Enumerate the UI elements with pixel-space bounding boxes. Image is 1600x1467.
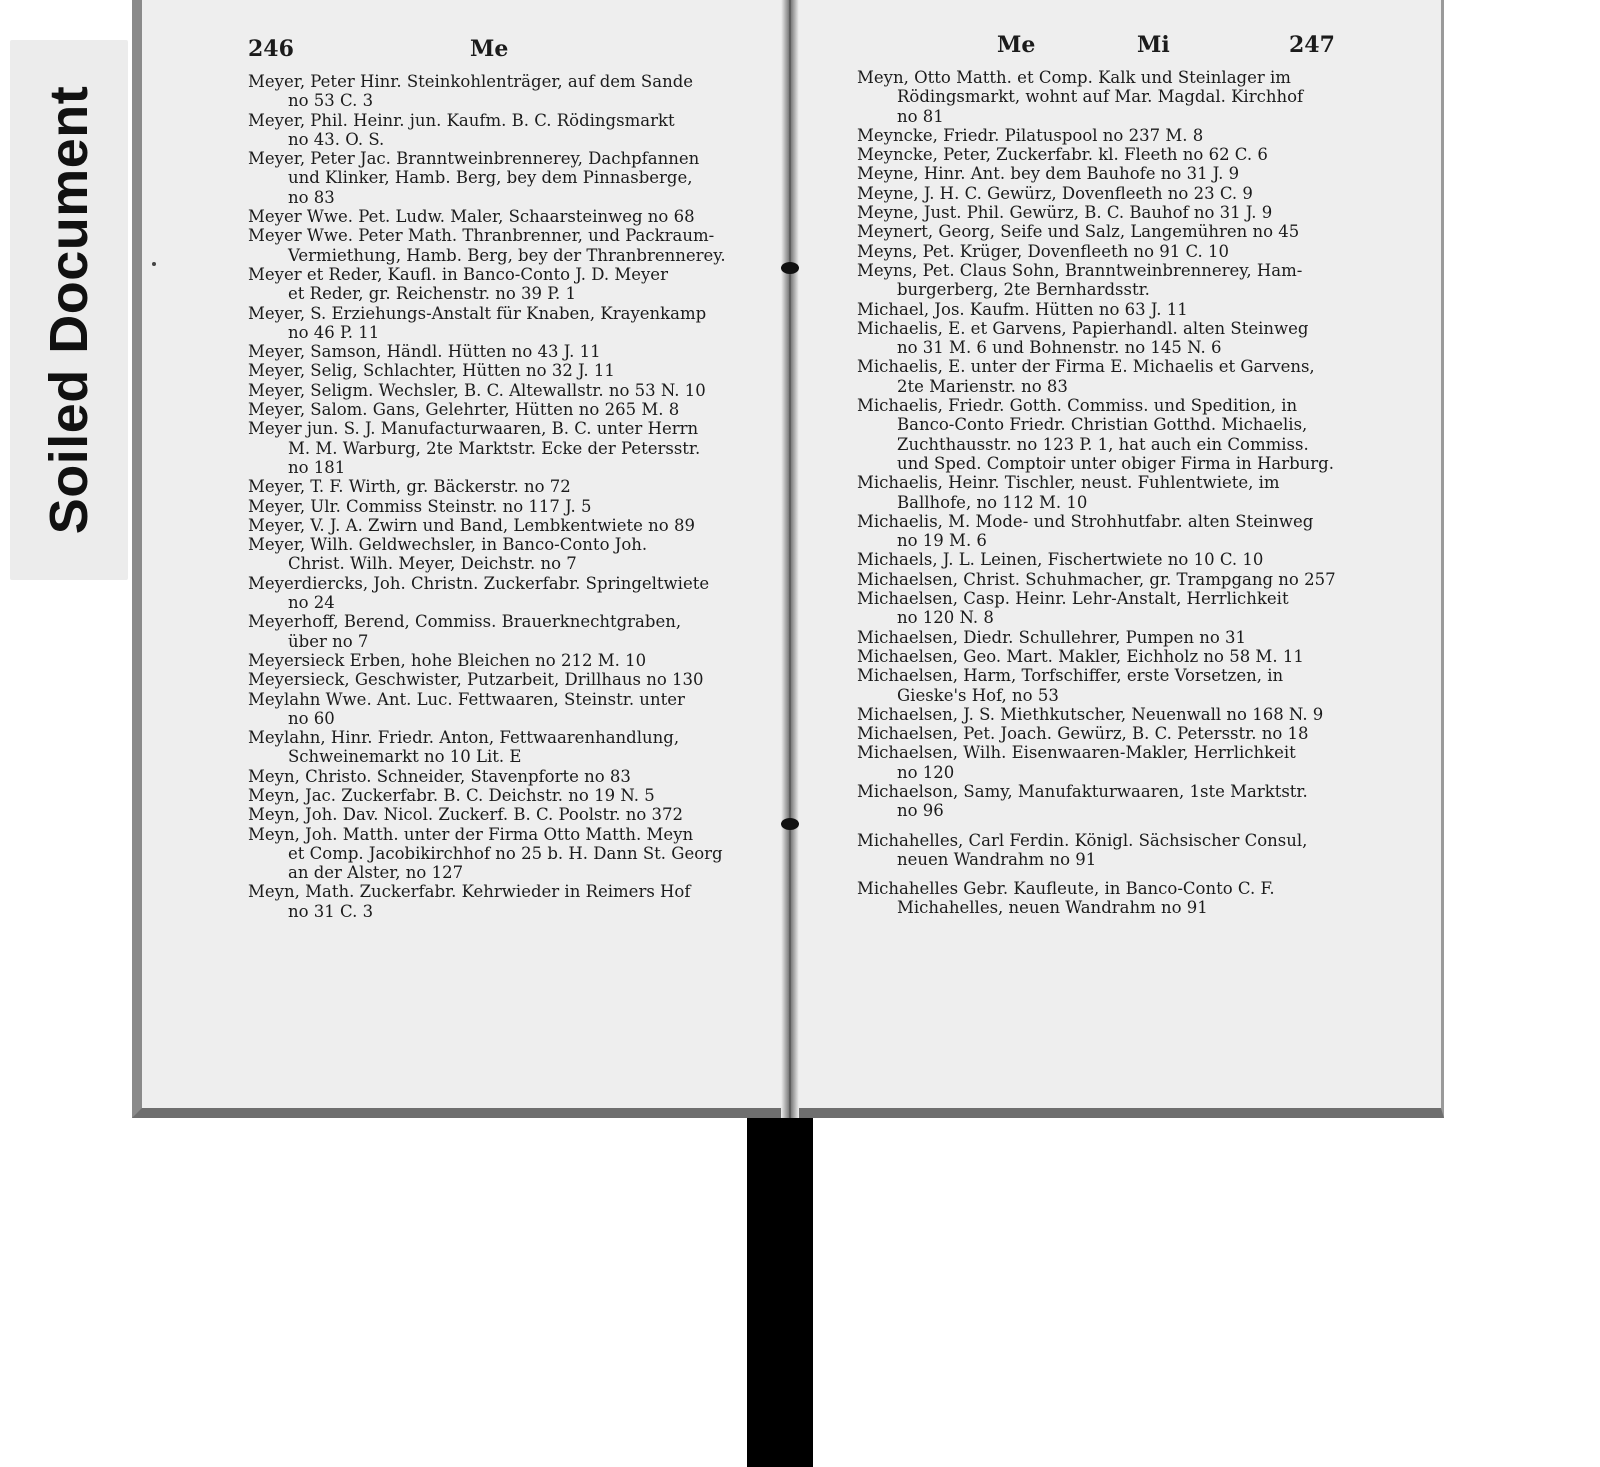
directory-entry <box>248 882 781 921</box>
directory-entry <box>857 222 1341 241</box>
entry-line: Banco-Conto Friedr. Christian Gotthd. Michaelis, <box>897 415 1308 435</box>
entry-line: Meyer, S. Erziehungs-Anstalt für Knaben, Krayenkamp <box>248 303 707 323</box>
directory-entry <box>857 319 1341 358</box>
entry-line: Michaelis, Heinr. Tischler, neust. Fuhlentwiete, im <box>857 473 1280 493</box>
entry-line: Meyer, Ulr. Commiss Steinstr. no 117 J. 5 <box>248 496 592 516</box>
directory-entry <box>248 477 781 496</box>
entry-line: Meyer et Reder, Kaufl. in Banco-Conto J. D. Meyer <box>248 264 668 284</box>
directory-entry <box>857 647 1341 666</box>
entry-line: Meyne, Hinr. Ant. bey dem Bauhofe no 31 J. 9 <box>857 164 1240 184</box>
entry-line: no 181 <box>288 457 346 477</box>
entry-line: Meyer, Seligm. Wechsler, B. C. Altewallstr. no 53 N. 10 <box>248 380 706 400</box>
left-page <box>142 0 781 1100</box>
entry-line: Meyn, Jac. Zuckerfabr. B. C. Deichstr. no 19 N. 5 <box>248 785 655 805</box>
soiled-document-text: Soiled Document <box>39 85 99 535</box>
directory-entry <box>857 300 1341 319</box>
directory-entry <box>248 381 781 400</box>
entry-line: Michaelis, E. unter der Firma E. Michaelis et Garvens, <box>857 357 1315 377</box>
entry-line: Michael, Jos. Kaufm. Hütten no 63 J. 11 <box>857 299 1188 319</box>
running-head: Me <box>997 32 1036 58</box>
directory-entry <box>248 342 781 361</box>
directory-entry <box>248 825 781 883</box>
entry-line: Ballhofe, no 112 M. 10 <box>897 492 1088 512</box>
directory-entry <box>857 184 1341 203</box>
directory-entry <box>857 589 1341 628</box>
directory-entry <box>248 574 781 613</box>
entry-line: no 24 <box>288 593 335 613</box>
entry-line: Meyer, T. F. Wirth, gr. Bäckerstr. no 72 <box>248 477 571 497</box>
directory-entries <box>248 72 781 921</box>
entry-line: no 31 C. 3 <box>288 901 374 921</box>
entry-line: Michaelsen, Casp. Heinr. Lehr-Anstalt, Herrlichkeit <box>857 589 1289 609</box>
entry-line: Michaelsen, Geo. Mart. Makler, Eichholz no 58 M. 11 <box>857 646 1304 666</box>
directory-entry <box>248 670 781 689</box>
directory-entry <box>857 743 1341 782</box>
directory-entry <box>248 651 781 670</box>
page-number: 247 <box>1289 32 1335 58</box>
soiled-document-label <box>10 40 128 580</box>
directory-entry <box>857 831 1341 870</box>
entry-line: Meyn, Christo. Schneider, Stavenpforte no 83 <box>248 766 631 786</box>
entry-line: Meyn, Otto Matth. et Comp. Kalk und Steinlager im <box>857 68 1291 87</box>
entry-line: Meyer Wwe. Pet. Ludw. Maler, Schaarsteinweg no 68 <box>248 207 695 227</box>
directory-entry <box>248 516 781 535</box>
directory-entry <box>248 690 781 729</box>
entry-line: no 120 <box>897 762 955 782</box>
directory-entry <box>857 396 1341 473</box>
directory-entry <box>857 357 1341 396</box>
directory-entry <box>857 203 1341 222</box>
entry-line: Michaelsen, J. S. Miethkutscher, Neuenwall no 168 N. 9 <box>857 704 1324 724</box>
entry-line: Schweinemarkt no 10 Lit. E <box>288 747 522 767</box>
entry-line: Michaelis, Friedr. Gotth. Commiss. und Spedition, in <box>857 396 1298 416</box>
entry-line: burgerberg, 2te Bernhardsstr. <box>897 280 1150 300</box>
entry-line: Meyn, Joh. Dav. Nicol. Zuckerf. B. C. Poolstr. no 372 <box>248 805 684 825</box>
entry-line: Meyn, Math. Zuckerfabr. Kehrwieder in Reimers Hof <box>248 882 691 902</box>
entry-line: Meyer, Peter Jac. Branntweinbrennerey, Dachpfannen <box>248 149 700 169</box>
directory-entry <box>857 570 1341 589</box>
directory-entry <box>857 512 1341 551</box>
entry-line: no 96 <box>897 801 944 821</box>
entry-line: Michahelles, Carl Ferdin. Königl. Sächsischer Consul, <box>857 830 1308 850</box>
directory-entry <box>857 666 1341 705</box>
page-number: 246 <box>248 36 294 62</box>
entry-line: Meyer Wwe. Peter Math. Thranbrenner, und Packraum- <box>248 226 715 246</box>
entry-line: Michaelsen, Pet. Joach. Gewürz, B. C. Petersstr. no 18 <box>857 724 1309 744</box>
directory-entry <box>248 361 781 380</box>
book-gutter <box>781 0 799 1118</box>
entry-line: Meyersieck, Geschwister, Putzarbeit, Drillhaus no 130 <box>248 670 704 690</box>
entry-line: et Comp. Jacobikirchhof no 25 b. H. Dann St. Georg <box>288 843 723 863</box>
directory-entry <box>857 473 1341 512</box>
entry-line: Meyn, Joh. Matth. unter der Firma Otto Matth. Meyn <box>248 824 694 844</box>
entry-line: Meyer, Selig, Schlachter, Hütten no 32 J. 11 <box>248 361 615 381</box>
directory-entry <box>857 261 1341 300</box>
right-page <box>799 0 1435 1100</box>
entry-line: 2te Marienstr. no 83 <box>897 376 1068 396</box>
directory-entry <box>857 628 1341 647</box>
entry-line: Zuchthausstr. no 123 P. 1, hat auch ein Commiss. <box>897 434 1309 454</box>
entry-line: und Sped. Comptoir unter obiger Firma in Harburg. <box>897 453 1334 473</box>
entry-line: Meyncke, Friedr. Pilatuspool no 237 M. 8 <box>857 125 1204 145</box>
entry-line: no 19 M. 6 <box>897 531 987 551</box>
entry-line: Michahelles, neuen Wandrahm no 91 <box>897 898 1208 918</box>
directory-entry <box>857 724 1341 743</box>
directory-entry <box>248 265 781 304</box>
entry-line: Vermiethung, Hamb. Berg, bey der Thranbrennerey. <box>288 245 726 265</box>
directory-entry <box>857 879 1341 918</box>
entry-line: no 43. O. S. <box>288 129 385 149</box>
running-head: Mi <box>1137 32 1170 58</box>
directory-entry <box>857 550 1341 569</box>
entry-line: Michahelles Gebr. Kaufleute, in Banco-Conto C. F. <box>857 879 1275 899</box>
entry-line: Meyns, Pet. Krüger, Dovenfleeth no 91 C. 10 <box>857 241 1230 261</box>
entry-line: Meyersieck Erben, hohe Bleichen no 212 M. 10 <box>248 650 647 670</box>
entry-line: Meyer, V. J. A. Zwirn und Band, Lembkentwiete no 89 <box>248 515 695 535</box>
directory-entry <box>248 304 781 343</box>
entry-line: no 53 C. 3 <box>288 91 374 111</box>
entry-line: Meyne, Just. Phil. Gewürz, B. C. Bauhof no 31 J. 9 <box>857 203 1273 223</box>
binding-thread-knot <box>781 262 799 274</box>
entry-line: Michaelson, Samy, Manufakturwaaren, 1ste Marktstr. <box>857 781 1308 801</box>
entry-line: Meylahn, Hinr. Friedr. Anton, Fettwaarenhandlung, <box>248 728 680 748</box>
left-page-header <box>248 38 781 72</box>
directory-entry <box>248 786 781 805</box>
entry-line: Meyer, Phil. Heinr. jun. Kaufm. B. C. Rödingsmarkt <box>248 110 675 130</box>
entry-line: Michaelsen, Diedr. Schullehrer, Pumpen no 31 <box>857 627 1246 647</box>
directory-entry <box>248 400 781 419</box>
entry-line: Meyns, Pet. Claus Sohn, Branntweinbrennerey, Ham- <box>857 260 1303 280</box>
directory-entry <box>248 497 781 516</box>
entry-line: Michaels, J. L. Leinen, Fischertwiete no 10 C. 10 <box>857 550 1264 570</box>
directory-entry <box>857 145 1341 164</box>
entry-line: Rödingsmarkt, wohnt auf Mar. Magdal. Kirchhof <box>897 87 1304 107</box>
directory-entry <box>248 805 781 824</box>
directory-entry <box>248 149 781 207</box>
entry-line: Meyerdiercks, Joh. Christn. Zuckerfabr. Springeltwiete <box>248 573 710 593</box>
directory-entry <box>248 72 781 111</box>
entry-line: über no 7 <box>288 631 369 651</box>
entry-line: und Klinker, Hamb. Berg, bey dem Pinnasberge, <box>288 168 693 188</box>
entry-line: Meyer, Wilh. Geldwechsler, in Banco-Conto Joh. <box>248 535 648 555</box>
entry-line: no 60 <box>288 708 335 728</box>
directory-entry <box>857 782 1341 821</box>
entry-line: Michaelis, M. Mode- und Strohhutfabr. alten Steinweg <box>857 511 1314 531</box>
entry-line: no 31 M. 6 und Bohnenstr. no 145 N. 6 <box>897 338 1222 358</box>
directory-entry <box>248 612 781 651</box>
entry-line: no 120 N. 8 <box>897 608 994 628</box>
binding-thread-knot <box>781 818 799 830</box>
entry-line: et Reder, gr. Reichenstr. no 39 P. 1 <box>288 284 577 304</box>
entry-line: no 83 <box>288 187 335 207</box>
entry-line: Meyer, Samson, Händl. Hütten no 43 J. 11 <box>248 342 601 362</box>
entry-line: Meyne, J. H. C. Gewürz, Dovenfleeth no 23 C. 9 <box>857 183 1253 203</box>
directory-entry <box>248 767 781 786</box>
running-head: Me <box>470 36 509 62</box>
entry-line: an der Alster, no 127 <box>288 863 464 883</box>
entry-line: neuen Wandrahm no 91 <box>897 849 1097 869</box>
right-page-header <box>857 34 1341 68</box>
entry-line: Meyer jun. S. J. Manufacturwaaren, B. C. unter Herrn <box>248 419 699 439</box>
entry-line: Meyerhoff, Berend, Commiss. Brauerknechtgraben, <box>248 612 682 632</box>
entry-line: Gieske's Hof, no 53 <box>897 685 1059 705</box>
entry-line: Meyer, Peter Hinr. Steinkohlenträger, auf dem Sande <box>248 72 694 91</box>
entry-line: M. M. Warburg, 2te Marktstr. Ecke der Petersstr. <box>288 438 701 458</box>
directory-entry <box>248 207 781 226</box>
entry-line: Michaelis, E. et Garvens, Papierhandl. alten Steinweg <box>857 318 1309 338</box>
entry-line: Michaelsen, Harm, Torfschiffer, erste Vorsetzen, in <box>857 666 1284 686</box>
entry-line: Meylahn Wwe. Ant. Luc. Fettwaaren, Steinstr. unter <box>248 689 685 709</box>
directory-entries <box>857 68 1341 918</box>
directory-entry <box>857 242 1341 261</box>
directory-entry <box>248 419 781 477</box>
entry-line: Michaelsen, Wilh. Eisenwaaren-Makler, Herrlichkeit <box>857 743 1296 763</box>
black-bookmark-ribbon <box>747 1118 813 1467</box>
entry-line: Meyncke, Peter, Zuckerfabr. kl. Fleeth no 62 C. 6 <box>857 145 1268 165</box>
entry-line: Meyer, Salom. Gans, Gelehrter, Hütten no 265 M. 8 <box>248 400 680 420</box>
entry-line: no 46 P. 11 <box>288 322 380 342</box>
entry-line: Meynert, Georg, Seife und Salz, Langemühren no 45 <box>857 222 1300 242</box>
directory-entry <box>248 111 781 150</box>
directory-entry <box>857 126 1341 145</box>
entry-line: Christ. Wilh. Meyer, Deichstr. no 7 <box>288 554 577 574</box>
directory-entry <box>857 705 1341 724</box>
directory-entry <box>857 164 1341 183</box>
directory-entry <box>857 68 1341 126</box>
directory-entry <box>248 226 781 265</box>
entry-line: Michaelsen, Christ. Schuhmacher, gr. Trampgang no 257 <box>857 569 1336 589</box>
directory-entry <box>248 535 781 574</box>
entry-line: no 81 <box>897 106 944 126</box>
directory-entry <box>248 728 781 767</box>
